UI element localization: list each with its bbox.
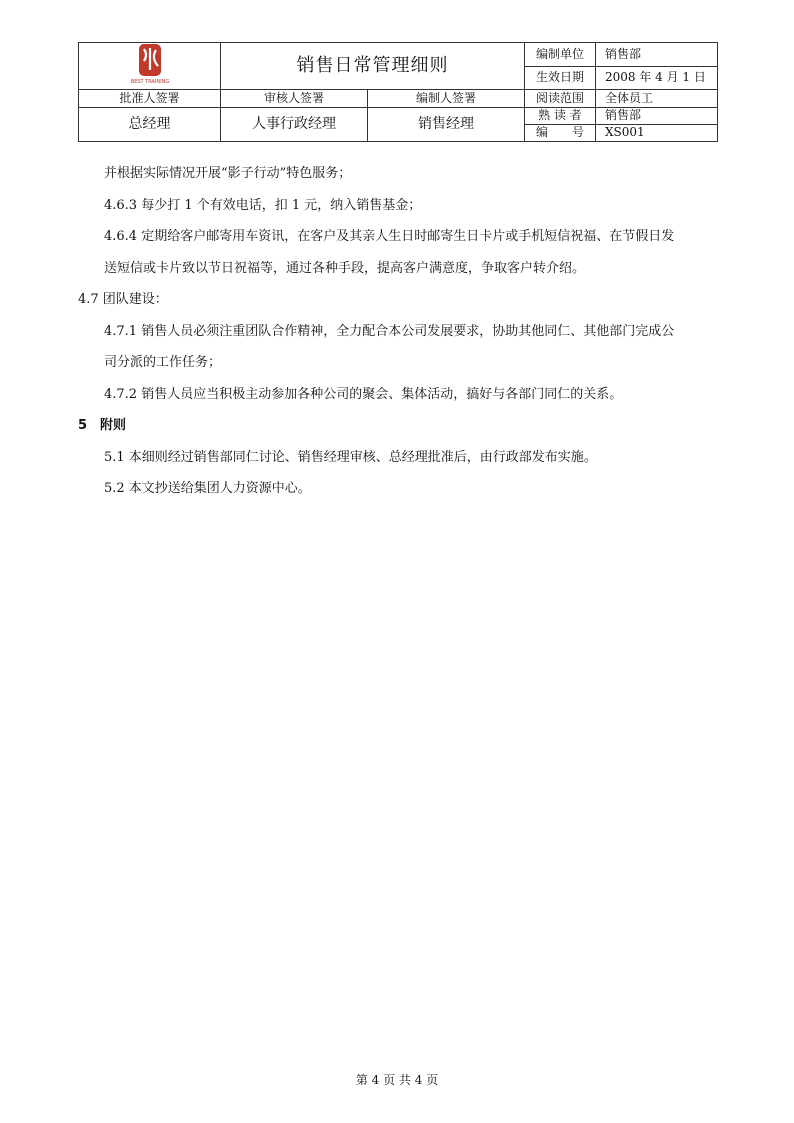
sign-label-approver: 批准人签署 <box>79 90 221 108</box>
paragraph: 5.2 本文抄送给集团人力资源中心。 <box>104 481 311 496</box>
section-heading: 5 附则 <box>78 418 127 433</box>
sign-value-author: 销售经理 <box>368 108 525 142</box>
sign-value-reviewer: 人事行政经理 <box>221 108 368 142</box>
paragraph: 4.7.1 销售人员必须注重团队合作精神，全力配合本公司发展要求，协助其他同仁、其他部门完成公 <box>104 323 675 339</box>
paragraph: 并根据实际情况开展“影子行动”特色服务； <box>104 166 352 181</box>
page-number: 第 4 页 共 4 页 <box>355 1073 439 1087</box>
meta-label: 熟 读 者 <box>525 108 596 125</box>
paragraph: 4.7.2 销售人员应当积极主动参加各种公司的聚会、集体活动，搞好与各部门同仁的关系。 <box>104 386 623 402</box>
field-value: 销售部 <box>596 43 718 67</box>
field-value: 2008 年 4 月 1 日 <box>596 66 718 90</box>
paragraph: 5.1 本细则经过销售部同仁讨论、销售经理审核、总经理批准后，由行政部发布实施。 <box>104 449 597 465</box>
sign-value-approver: 总经理 <box>79 108 221 142</box>
sign-label-reviewer: 审核人签署 <box>221 90 368 108</box>
field-label: 编制单位 <box>525 43 596 67</box>
logo-text: BEST TRAINING <box>130 79 169 86</box>
meta-value: 销售部 <box>596 108 718 125</box>
paragraph: 4.6.3 每少打 1 个有效电话，扣 1 元，纳入销售基金； <box>104 197 422 213</box>
section-heading: 4.7 团队建设： <box>78 292 168 307</box>
paragraph: 司分派的工作任务； <box>104 355 222 370</box>
sign-label-author: 编制人签署 <box>368 90 525 108</box>
document-body <box>78 158 718 505</box>
paragraph: 4.6.4 定期给客户邮寄用车资讯，在客户及其亲人生日时邮寄生日卡片或手机短信祝福、在节假日发 <box>104 229 675 244</box>
document-title: 销售日常管理细则 <box>221 43 525 90</box>
meta-value: 全体员工 <box>596 90 718 108</box>
field-label: 生效日期 <box>525 66 596 90</box>
meta-label: 阅读范围 <box>525 90 596 108</box>
logo-seal-icon <box>130 43 170 85</box>
meta-value: XS001 <box>596 125 718 142</box>
paragraph: 送短信或卡片致以节日祝福等，通过各种手段，提高客户满意度，争取客户转介绍。 <box>104 260 586 276</box>
company-logo <box>79 43 221 90</box>
document-header-table <box>78 42 718 142</box>
meta-label: 编 号 <box>525 125 596 142</box>
